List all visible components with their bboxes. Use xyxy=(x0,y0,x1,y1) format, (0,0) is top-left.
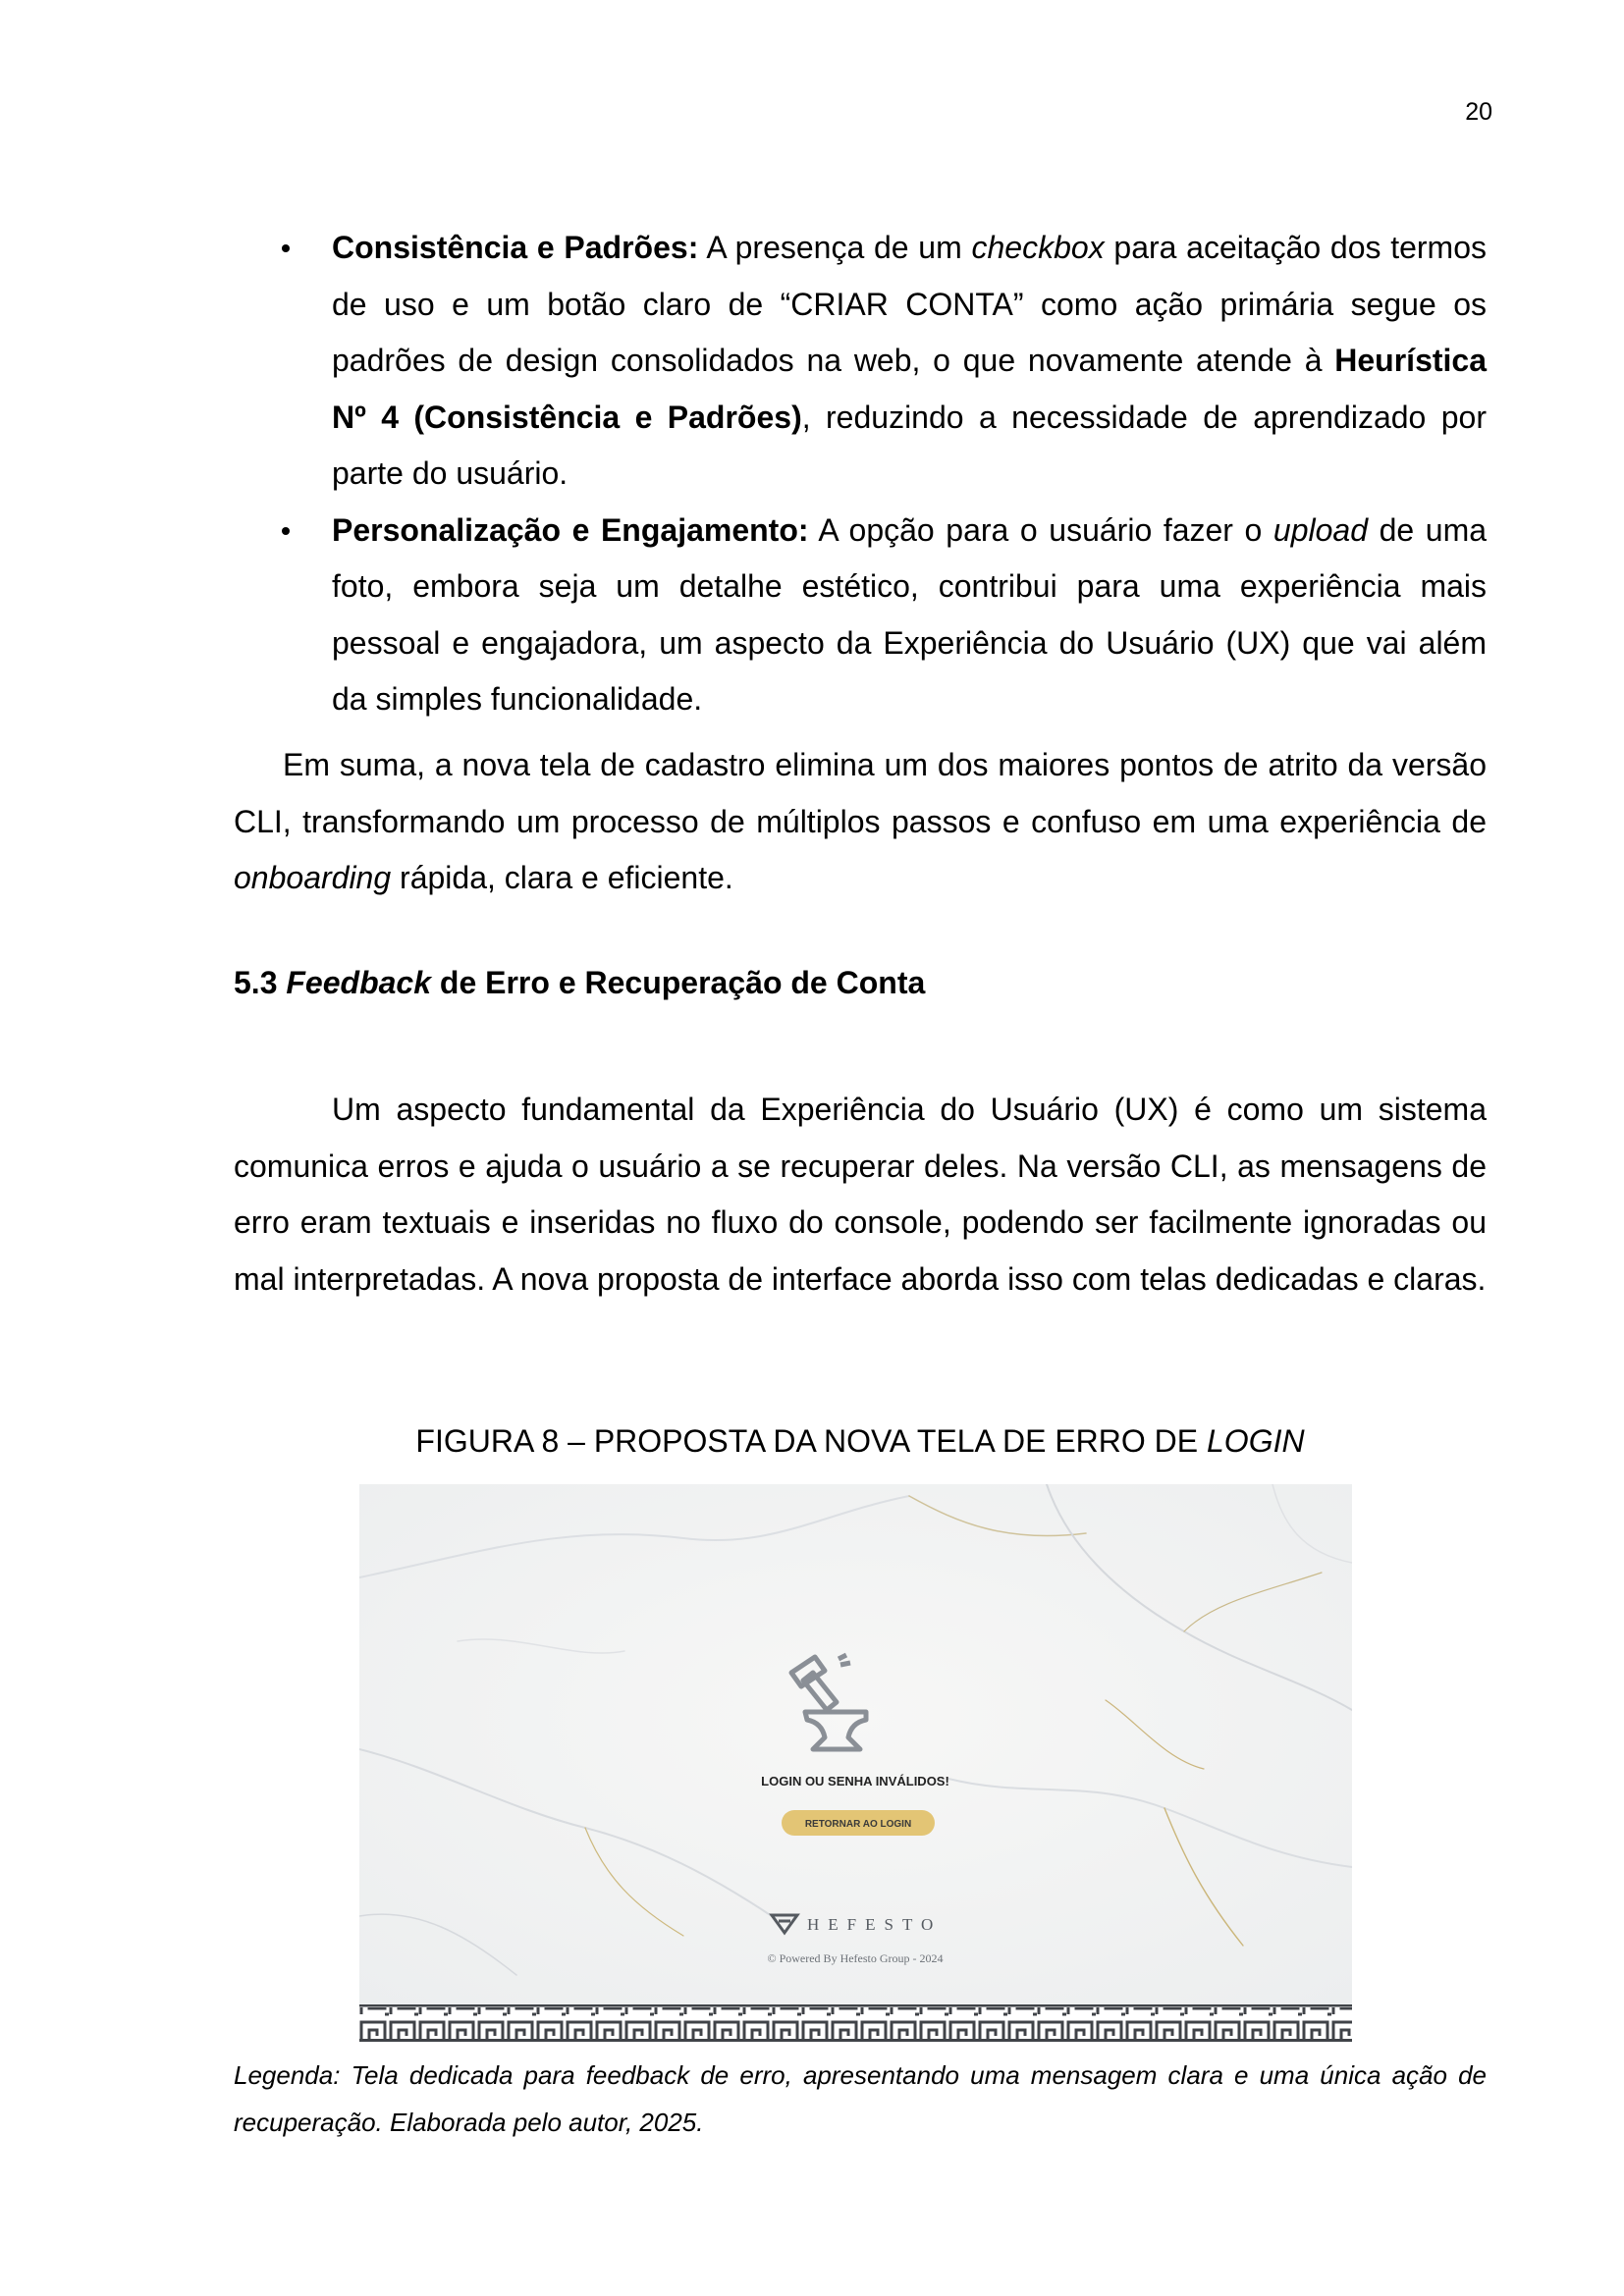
greek-key-border xyxy=(359,2007,1352,2039)
section-heading-italic: Feedback xyxy=(286,965,431,1000)
text-segment-italic: checkbox xyxy=(971,230,1105,265)
figure-image xyxy=(359,1484,1352,2042)
bullet-heading: Personalização e Engajamento: xyxy=(332,511,809,548)
text-segment: para aceitação dos termos de uso e um botão claro de “CRIAR CONTA” como ação primária segue os padrões de design consolidados na web, o que novamente atende à xyxy=(332,230,1488,378)
bullet-icon xyxy=(282,244,290,252)
text-segment: A presença de um xyxy=(698,230,972,265)
bullet-list xyxy=(234,220,1487,728)
bullet-item xyxy=(234,220,1487,503)
text-segment: Em suma, a nova tela de cadastro elimina um dos maiores pontos de atrito da versão CLI, transformando um processo de múltiplos passos e confuso em uma experiência de xyxy=(234,747,1487,839)
text-segment: , reduzindo a necessidade de aprendizado por parte do usuário. xyxy=(332,399,1488,491)
brand-name: HEFESTO xyxy=(807,1915,943,1934)
bullet-icon xyxy=(282,527,290,535)
figure-title-prefix: FIGURA 8 – PROPOSTA DA NOVA TELA DE ERRO DE xyxy=(415,1423,1199,1459)
figure-title xyxy=(234,1423,1487,1460)
body-paragraph: Um aspecto fundamental da Experiência do Usuário (UX) é como um sistema comunica erros e ajuda o usuário a se recuperar deles. Na versão CLI, as mensagens de erro eram textuais e inseridas no fluxo do console, podendo ser facilmente ignoradas ou mal interpretadas. A nova proposta de interface aborda isso com telas dedicadas e claras. xyxy=(234,1092,1487,1297)
error-message: LOGIN OU SENHA INVÁLIDOS! xyxy=(761,1774,949,1789)
text-segment-italic: upload xyxy=(1272,511,1369,548)
return-to-login-label: RETORNAR AO LOGIN xyxy=(804,1819,912,1830)
page-number: 20 xyxy=(1465,98,1492,126)
bullet-item xyxy=(234,503,1487,728)
figure-title-italic: LOGIN xyxy=(1207,1423,1305,1459)
section-number: 5.3 xyxy=(234,965,278,1000)
greek-border-top-line xyxy=(359,2004,1352,2007)
section-heading xyxy=(234,965,925,1001)
text-segment: A opção para o usuário fazer o xyxy=(808,511,1273,548)
bullet-heading: Consistência e Padrões: xyxy=(332,230,699,265)
text-segment: rápida, clara e eficiente. xyxy=(391,860,733,895)
text-segment-italic: onboarding xyxy=(234,860,392,895)
greek-border-bottom-line xyxy=(359,2039,1352,2042)
figure-caption: Legenda: Tela dedicada para feedback de erro, apresentando uma mensagem clara e uma única ação de recuperação. Elaborada pelo autor, 2025. xyxy=(234,2060,1487,2137)
login-error-screen xyxy=(359,1484,1352,2042)
text-segment-bold: Heurística Nº 4 (Consistência e Padrões) xyxy=(332,343,1487,435)
summary-paragraph xyxy=(234,737,1487,907)
powered-by: © Powered By Hefesto Group - 2024 xyxy=(767,1951,944,1965)
text-segment: de uma foto, embora seja um detalhe estético, contribui para uma experiência mais pessoal e engajadora, um aspecto da Experiência do Usuário (UX) que vai além da simples funcionalidade. xyxy=(332,511,1488,717)
section-heading-rest: de Erro e Recuperação de Conta xyxy=(439,965,926,1000)
